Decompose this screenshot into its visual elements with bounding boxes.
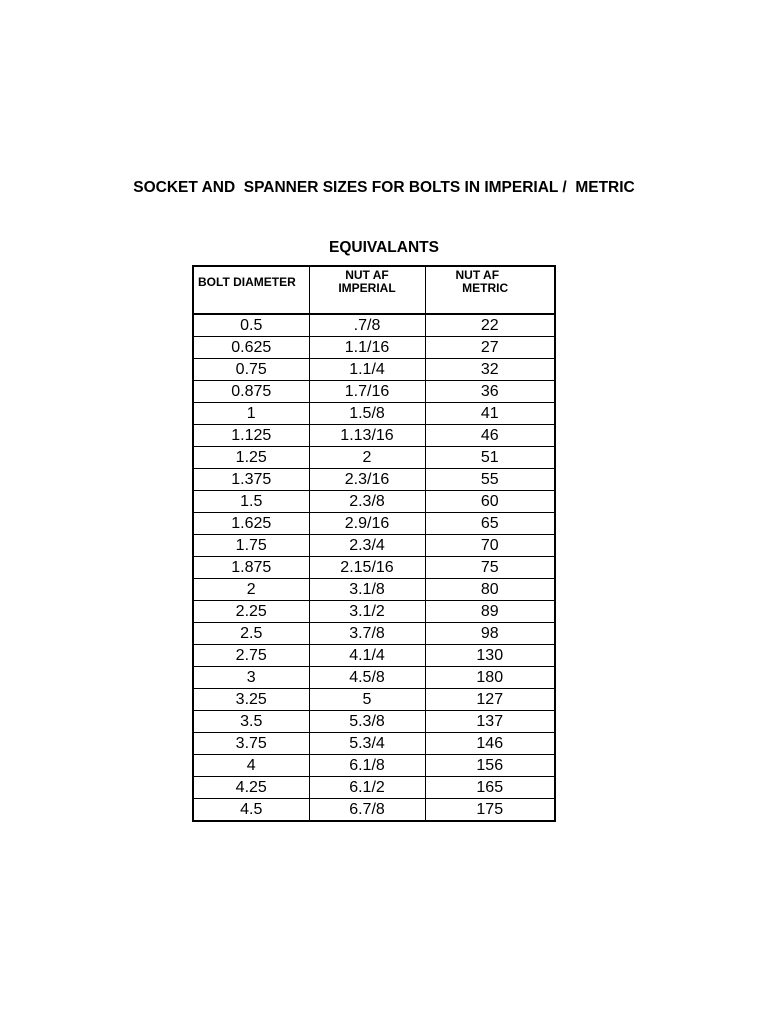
table-row <box>193 491 555 513</box>
cell-nut-af-imperial: 5.3/8 <box>309 711 425 733</box>
cell-bolt-diameter: 4.5 <box>193 799 309 822</box>
cell-bolt-diameter: 1.875 <box>193 557 309 579</box>
cell-nut-af-metric: 46 <box>425 425 555 447</box>
cell-bolt-diameter: 2.5 <box>193 623 309 645</box>
cell-nut-af-imperial: 5.3/4 <box>309 733 425 755</box>
table-row <box>193 733 555 755</box>
cell-nut-af-imperial: 2.3/8 <box>309 491 425 513</box>
header-bolt-diameter: BOLT DIAMETER <box>193 266 309 314</box>
cell-bolt-diameter: 1.125 <box>193 425 309 447</box>
cell-bolt-diameter: 0.5 <box>193 314 309 337</box>
cell-bolt-diameter: 1.25 <box>193 447 309 469</box>
cell-nut-af-metric: 180 <box>425 667 555 689</box>
cell-nut-af-imperial: 1.1/4 <box>309 359 425 381</box>
table-row <box>193 469 555 491</box>
table-row <box>193 359 555 381</box>
cell-nut-af-metric: 80 <box>425 579 555 601</box>
table-header-row <box>193 266 555 314</box>
table-row <box>193 645 555 667</box>
cell-nut-af-imperial: 2.9/16 <box>309 513 425 535</box>
cell-bolt-diameter: 0.875 <box>193 381 309 403</box>
cell-bolt-diameter: 3.5 <box>193 711 309 733</box>
header-nut-af-metric: NUT AF METRIC <box>425 266 555 314</box>
table-row <box>193 777 555 799</box>
cell-nut-af-metric: 156 <box>425 755 555 777</box>
title-line-2: EQUIVALANTS <box>329 239 439 256</box>
table-row <box>193 579 555 601</box>
cell-nut-af-metric: 65 <box>425 513 555 535</box>
cell-nut-af-metric: 127 <box>425 689 555 711</box>
cell-nut-af-metric: 36 <box>425 381 555 403</box>
table-row <box>193 601 555 623</box>
table-row <box>193 314 555 337</box>
table-row <box>193 623 555 645</box>
cell-nut-af-imperial: 3.1/2 <box>309 601 425 623</box>
cell-nut-af-metric: 27 <box>425 337 555 359</box>
cell-nut-af-metric: 146 <box>425 733 555 755</box>
cell-bolt-diameter: 4.25 <box>193 777 309 799</box>
cell-nut-af-imperial: 1.13/16 <box>309 425 425 447</box>
cell-nut-af-imperial: 5 <box>309 689 425 711</box>
cell-nut-af-imperial: 2.15/16 <box>309 557 425 579</box>
cell-bolt-diameter: 3.75 <box>193 733 309 755</box>
cell-bolt-diameter: 1.75 <box>193 535 309 557</box>
cell-bolt-diameter: 3 <box>193 667 309 689</box>
cell-nut-af-metric: 165 <box>425 777 555 799</box>
cell-bolt-diameter: 2.75 <box>193 645 309 667</box>
cell-nut-af-metric: 130 <box>425 645 555 667</box>
cell-bolt-diameter: 1.375 <box>193 469 309 491</box>
cell-nut-af-metric: 51 <box>425 447 555 469</box>
table-row <box>193 799 555 822</box>
cell-nut-af-metric: 60 <box>425 491 555 513</box>
cell-nut-af-metric: 55 <box>425 469 555 491</box>
cell-bolt-diameter: 2.25 <box>193 601 309 623</box>
cell-nut-af-metric: 75 <box>425 557 555 579</box>
table-row <box>193 689 555 711</box>
header-nut-af-imperial: NUT AF IMPERIAL <box>309 266 425 314</box>
cell-nut-af-imperial: 4.5/8 <box>309 667 425 689</box>
cell-nut-af-metric: 32 <box>425 359 555 381</box>
table-row <box>193 403 555 425</box>
cell-nut-af-metric: 98 <box>425 623 555 645</box>
cell-bolt-diameter: 1.625 <box>193 513 309 535</box>
table-row <box>193 337 555 359</box>
cell-nut-af-imperial: 1.1/16 <box>309 337 425 359</box>
table-row <box>193 425 555 447</box>
cell-bolt-diameter: 1.5 <box>193 491 309 513</box>
table-row <box>193 535 555 557</box>
cell-bolt-diameter: 1 <box>193 403 309 425</box>
cell-nut-af-metric: 41 <box>425 403 555 425</box>
cell-nut-af-imperial: 4.1/4 <box>309 645 425 667</box>
cell-nut-af-imperial: 1.5/8 <box>309 403 425 425</box>
table-row <box>193 513 555 535</box>
document-title <box>0 138 768 278</box>
cell-nut-af-imperial: 6.7/8 <box>309 799 425 822</box>
table-row <box>193 557 555 579</box>
table-row <box>193 447 555 469</box>
cell-nut-af-imperial: 2.3/4 <box>309 535 425 557</box>
table-row <box>193 755 555 777</box>
cell-nut-af-imperial: 3.7/8 <box>309 623 425 645</box>
cell-nut-af-metric: 22 <box>425 314 555 337</box>
cell-nut-af-metric: 89 <box>425 601 555 623</box>
cell-bolt-diameter: 3.25 <box>193 689 309 711</box>
table-row <box>193 381 555 403</box>
cell-nut-af-imperial: 1.7/16 <box>309 381 425 403</box>
cell-nut-af-imperial: 6.1/8 <box>309 755 425 777</box>
cell-bolt-diameter: 2 <box>193 579 309 601</box>
cell-nut-af-imperial: 3.1/8 <box>309 579 425 601</box>
table-row <box>193 667 555 689</box>
cell-nut-af-metric: 175 <box>425 799 555 822</box>
table-body <box>193 314 555 821</box>
cell-bolt-diameter: 4 <box>193 755 309 777</box>
cell-bolt-diameter: 0.75 <box>193 359 309 381</box>
cell-nut-af-metric: 70 <box>425 535 555 557</box>
table-row <box>193 711 555 733</box>
cell-nut-af-imperial: 6.1/2 <box>309 777 425 799</box>
cell-bolt-diameter: 0.625 <box>193 337 309 359</box>
cell-nut-af-imperial: 2 <box>309 447 425 469</box>
cell-nut-af-imperial: .7/8 <box>309 314 425 337</box>
cell-nut-af-metric: 137 <box>425 711 555 733</box>
cell-nut-af-imperial: 2.3/16 <box>309 469 425 491</box>
title-line-1: SOCKET AND SPANNER SIZES FOR BOLTS IN IMPERIAL / METRIC <box>133 179 635 196</box>
socket-size-table <box>192 265 556 822</box>
